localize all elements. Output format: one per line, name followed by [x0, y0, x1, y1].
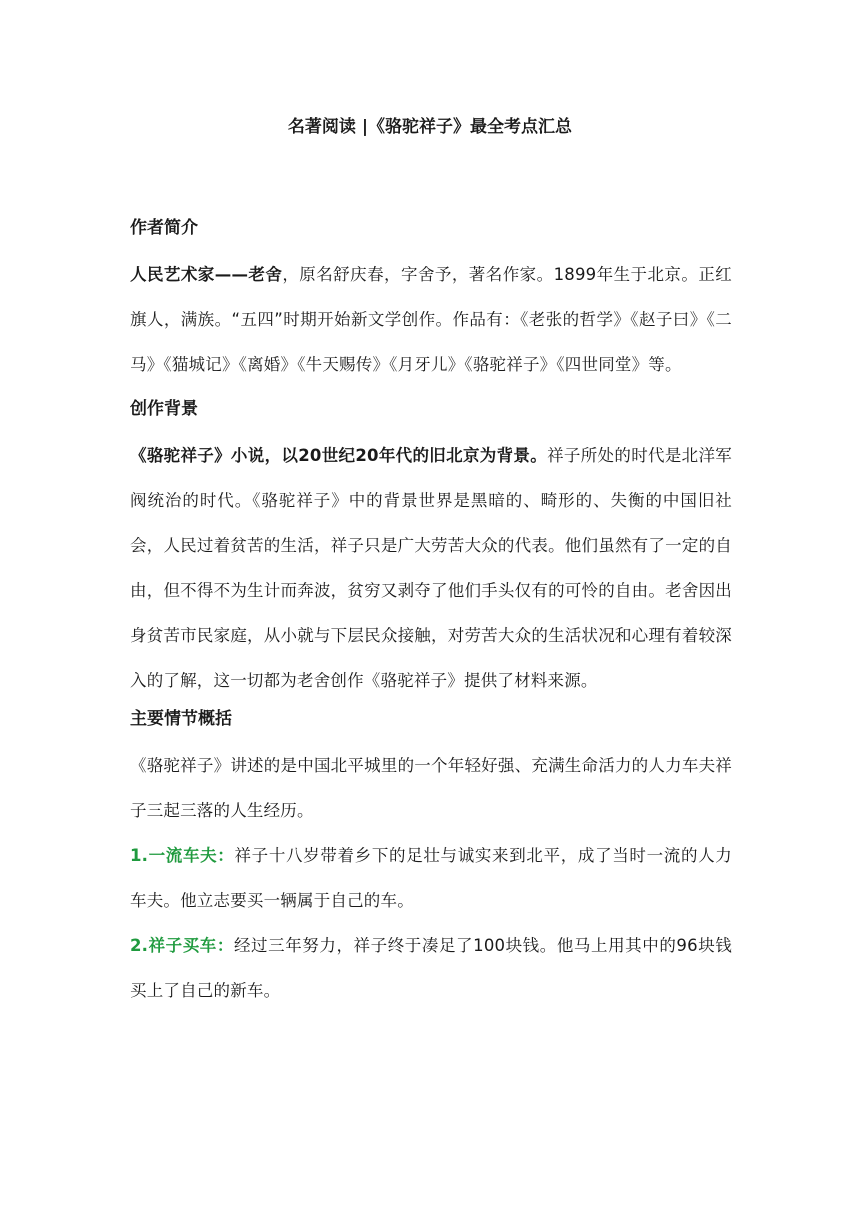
- document-title: 名著阅读 |《骆驼祥子》最全考点汇总: [287, 117, 573, 137]
- document-body: [130, 214, 732, 1013]
- background-paragraph: [130, 433, 732, 703]
- plot-item-2: [130, 923, 732, 1013]
- author-paragraph: [130, 252, 732, 387]
- plot-item-1-label: 1.一流车夫：: [130, 846, 235, 865]
- author-lead: 人民艺术家——老舍: [130, 265, 283, 284]
- background-text: 祥子所处的时代是北洋军阀统治的时代。《骆驼祥子》中的背景世界是黑暗的、畸形的、失衡的中国旧社会，人民过着贫苦的生活，祥子只是广大劳苦大众的代表。他们虽然有了一定的自由，但不得不为生计而奔波，贫穷又剥夺了他们手头仅有的可怜的自由。老舍因出身贫苦市民家庭，从小就与下层民众接触，对劳苦大众的生活状况和心理有着较深入的了解，这一切都为老舍创作《骆驼祥子》提供了材料来源。: [130, 446, 733, 690]
- background-lead: 《骆驼祥子》小说，以20世纪20年代的旧北京为背景。: [130, 446, 548, 465]
- plot-item-2-text: 经过三年努力，祥子终于凑足了100块钱。他马上用其中的96块钱买上了自己的新车。: [130, 936, 732, 1000]
- section-heading-plot: 主要情节概括: [130, 709, 232, 729]
- plot-intro: 《骆驼祥子》讲述的是中国北平城里的一个年轻好强、充满生命活力的人力车夫祥子三起三落的人生经历。: [130, 756, 732, 820]
- plot-item-1-text: 祥子十八岁带着乡下的足壮与诚实来到北平，成了当时一流的人力车夫。他立志要买一辆属于自己的车。: [130, 846, 732, 910]
- plot-item-1: [130, 833, 732, 923]
- plot-item-2-label: 2.祥子买车：: [130, 936, 234, 955]
- author-text: ，原名舒庆春，字舍予，著名作家。1899年生于北京。正红旗人，满族。“五四”时期开始新文学创作。作品有：《老张的哲学》《赵子曰》《二马》《猫城记》《离婚》《牛天赐传》《月牙儿》《骆驼祥子》《四世同堂》等。: [130, 265, 732, 374]
- section-heading-author: 作者简介: [130, 218, 198, 238]
- section-heading-background: 创作背景: [130, 399, 198, 419]
